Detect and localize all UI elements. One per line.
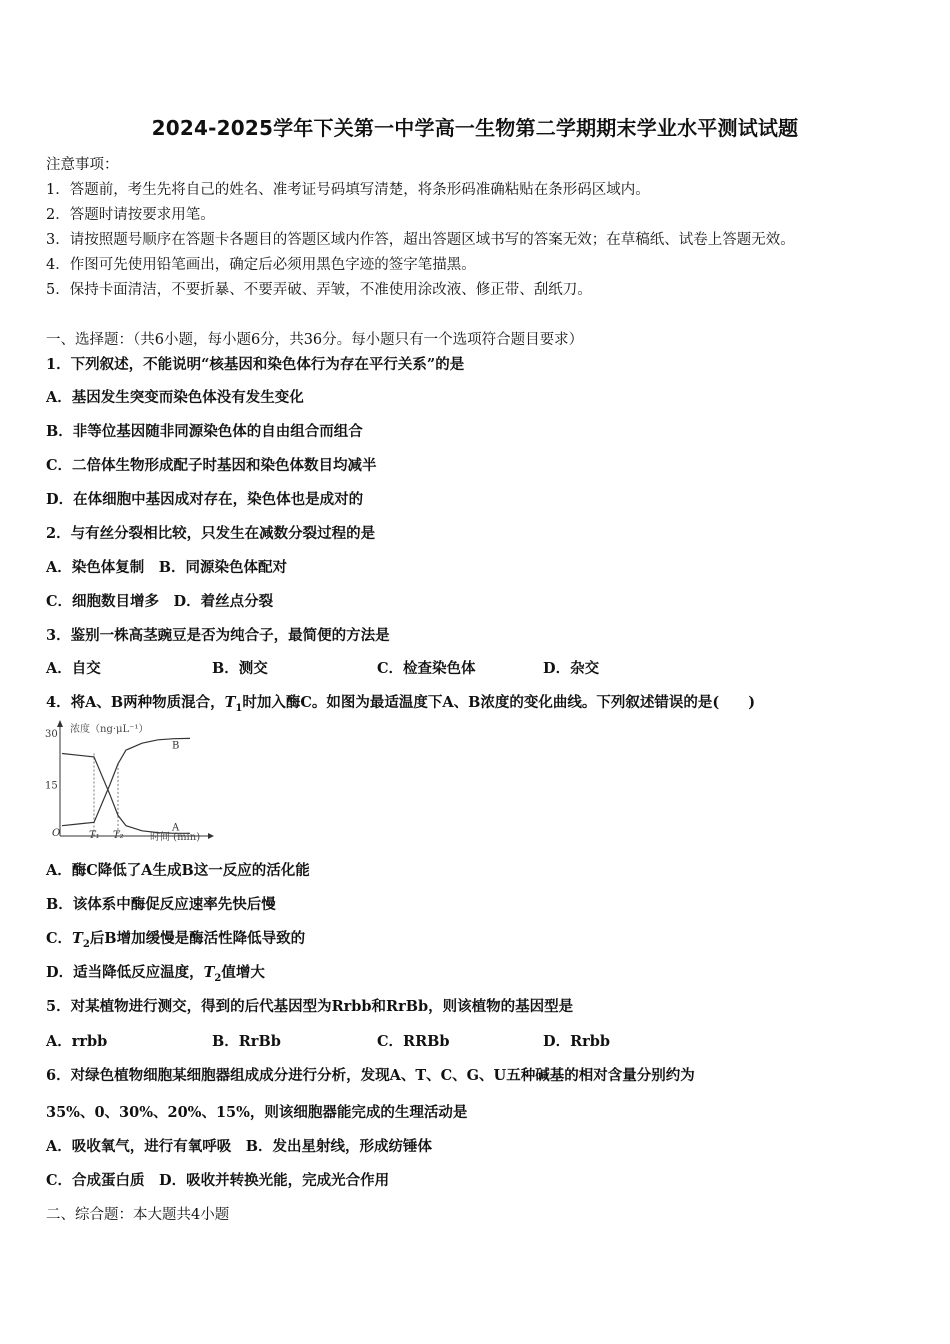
concentration-chart [40,718,220,846]
notice-item: 4．作图可先使用铅笔画出，确定后必须用黑色字迹的签字笔描黑。 [46,257,476,273]
q3-option-d: D．杂交 [543,660,600,677]
q2-options-ab: A．染色体复制 B．同源染色体配对 [46,559,288,576]
q3-option-c: C．检查染色体 [377,660,476,677]
q4-option-c: C．$T_2$后B增加缓慢是酶活性降低导致的 [46,930,306,950]
q6-options-ab: A．吸收氧气，进行有氧呼吸 B．发出星射线，形成纺锤体 [46,1138,433,1155]
q3-stem: 3．鉴别一株高茎豌豆是否为纯合子，最简便的方法是 [46,627,390,644]
y-axis-label: 浓度（ng·μL⁻¹） [70,724,149,735]
notice-item: 1．答题前，考生先将自己的姓名、准考证号码填写清楚，将条形码准确粘贴在条形码区域内。 [46,182,650,198]
y-tick-label: 15 [45,780,58,792]
q5-option-a: A．rrbb [46,1033,108,1050]
notice-heading: 注意事项： [46,157,119,173]
q4-option-b: B．该体系中酶促反应速率先快后慢 [46,896,276,913]
notice-item: 3．请按照题号顺序在答题卡各题目的答题区域内作答，超出答题区域书写的答案无效；在草稿纸、试卷上答题无效。 [46,232,795,248]
y-tick-label: 30 [45,728,58,740]
notice-item: 2．答题时请按要求用笔。 [46,207,215,223]
q5-stem: 5．对某植物进行测交，得到的后代基因型为Rrbb和RrBb，则该植物的基因型是 [46,998,574,1015]
q1-option-a: A．基因发生突变而染色体没有发生变化 [46,389,304,406]
series-line-b [62,738,190,825]
q1-option-b: B．非等位基因随非同源染色体的自由组合而组合 [46,423,363,440]
x-tick-label-t2: T₂ [113,830,124,841]
q2-options-cd: C．细胞数目增多 D．着丝点分裂 [46,593,274,610]
q5-option-d: D．Rrbb [543,1033,611,1050]
q1-option-c: C．二倍体生物形成配子时基因和染色体数目均减半 [46,457,377,474]
q6-stem: 6．对绿色植物细胞某细胞器组成成分进行分析，发现A、T、C、G、U五种碱基的相对含量分别约为 [46,1067,695,1084]
q1-stem: 1．下列叙述，不能说明“核基因和染色体行为存在平行关系”的是 [46,356,465,373]
series-label-b: B [172,740,180,752]
q6-options-cd: C．合成蛋白质 D．吸收并转换光能，完成光合作用 [46,1172,390,1189]
y-axis-arrow [57,720,63,727]
q4-option-d: D．适当降低反应温度，$T_2$值增大 [46,964,265,984]
q5-option-c: C．RRBb [377,1033,450,1050]
q2-stem: 2．与有丝分裂相比较，只发生在减数分裂过程的是 [46,525,376,542]
origin-label: O [52,828,61,839]
section-heading-comprehensive: 二、综合题：本大题共4小题 [46,1207,230,1223]
series-label-a: A [172,822,180,834]
notice-item: 5．保持卡面清洁，不要折暴、不要弄破、弄皱，不准使用涂改液、修正带、刮纸刀。 [46,282,592,298]
q3-option-a: A．自交 [46,660,101,677]
section-heading-choice: 一、选择题：（共6小题，每小题6分，共36分。每小题只有一个选项符合题目要求） [46,332,584,348]
q1-option-d: D．在体细胞中基因成对存在，染色体也是成对的 [46,491,364,508]
q5-option-b: B．RrBb [212,1033,281,1050]
q4-option-a: A．酶C降低了A生成B这一反应的活化能 [46,862,310,879]
page-title: 2024-2025学年下关第一中学高一生物第二学期期末学业水平测试试题 [151,116,799,140]
x-tick-label-t1: T₁ [89,830,100,841]
series-line-a [62,754,190,834]
q3-option-b: B．测交 [212,660,268,677]
q6-stem-continued: 35%、0、30%、20%、15%，则该细胞器能完成的生理活动是 [46,1104,468,1121]
x-axis-arrow [208,833,214,839]
x-axis-label: 时间 (min) [150,832,201,843]
q4-stem: 4．将A、B两种物质混合，$T_1$时加入酶C。如图为最适温度下A、B浓度的变化曲线。下列叙述错误的是( ) [46,694,756,714]
